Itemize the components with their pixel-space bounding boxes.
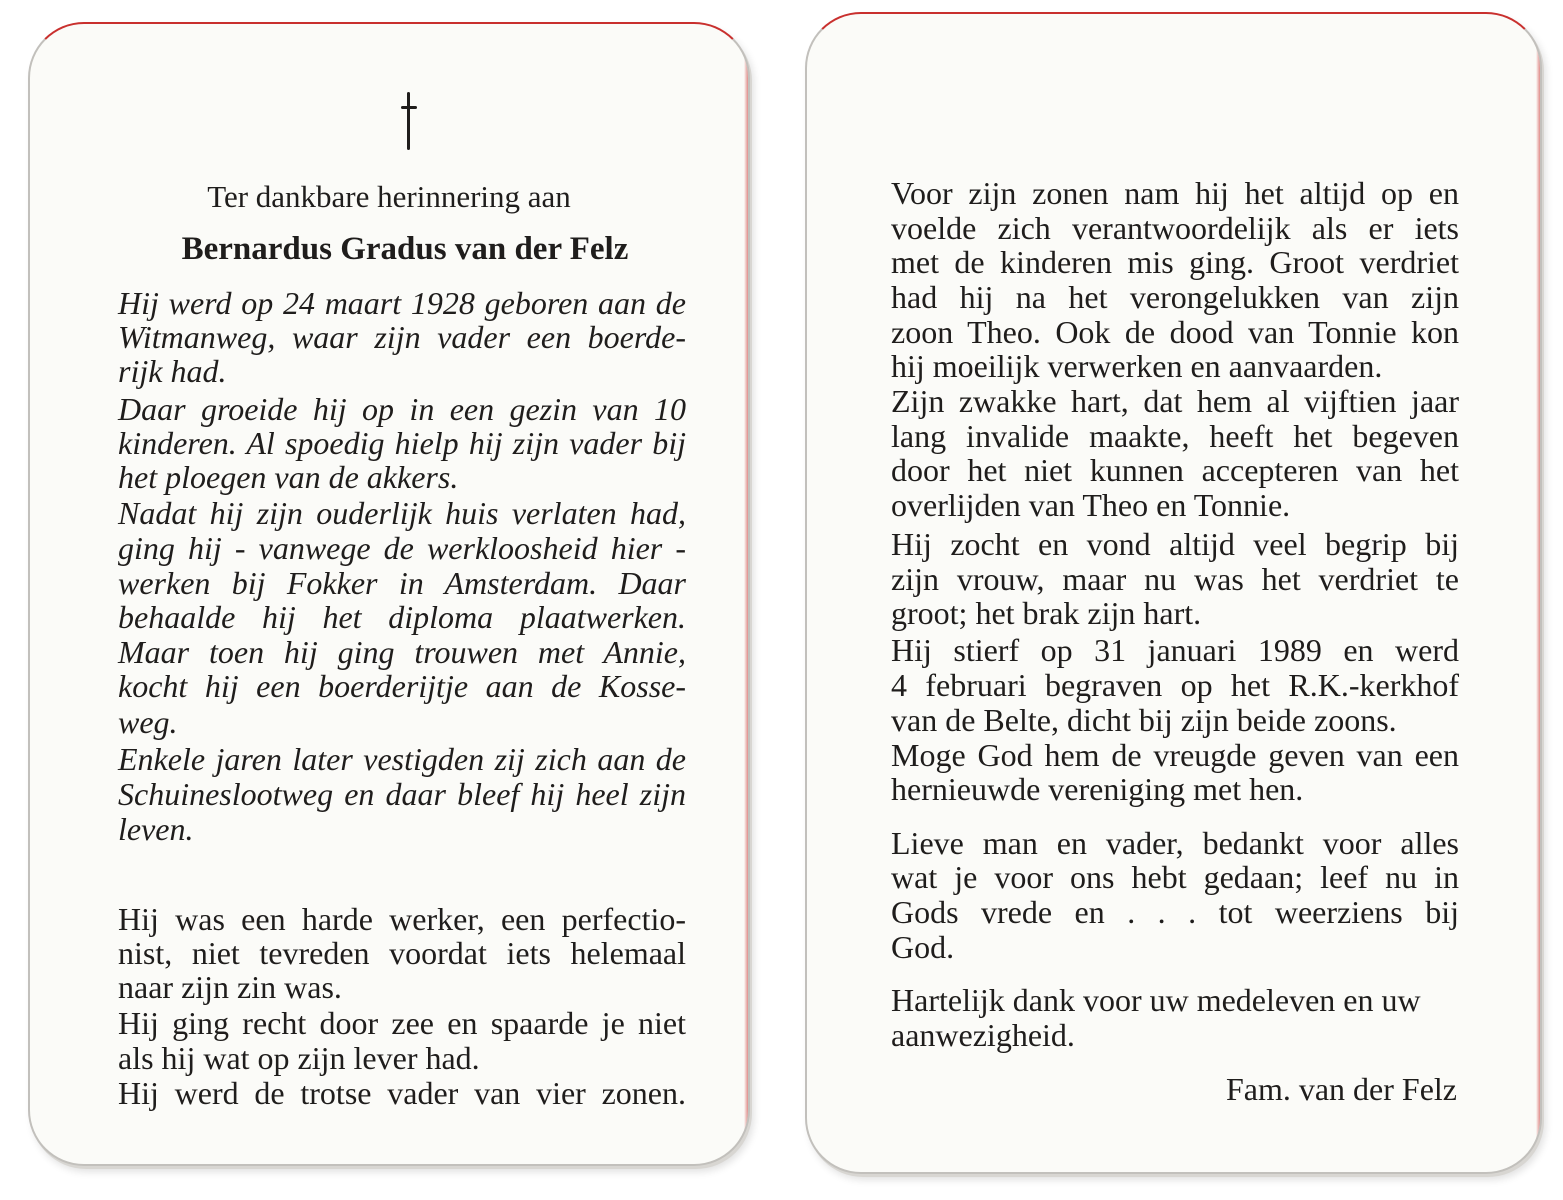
bio-line: Witmanweg, waar zijn vader een boerde-	[118, 319, 686, 355]
bio-line: Schuineslootweg en daar bleef hij heel zijn	[118, 776, 686, 812]
character-line: Hij was een harde werker, een perfectio-	[118, 901, 686, 937]
memorial-card-front	[28, 22, 750, 1166]
bio-line: Nadat hij zijn ouderlijk huis verlaten had,	[118, 495, 686, 531]
cross-icon	[401, 92, 417, 150]
thanks-line: aanwezigheid.	[891, 1017, 1075, 1053]
text-line: hernieuwde vereniging met hen.	[891, 771, 1304, 807]
character-line: als hij wat op zijn lever had.	[118, 1040, 480, 1076]
text-line: van de Belte, dicht bij zijn beide zoons.	[891, 702, 1397, 738]
text-line: hij moeilijk verwerken en aanvaarden.	[891, 348, 1383, 384]
text-line: Hij zocht en vond altijd veel begrip bij	[891, 526, 1459, 562]
farewell-line: Lieve man en vader, bedankt voor alles	[891, 825, 1459, 861]
deceased-name: Bernardus Gradus van der Felz	[181, 231, 629, 267]
bio-line: Maar toen hij ging trouwen met Annie,	[118, 634, 686, 670]
text-line: Voor zijn zonen nam hij het altijd op en	[891, 175, 1459, 211]
text-line: Zijn zwakke hart, dat hem al vijftien jaar	[891, 383, 1459, 419]
bio-line: werken bij Fokker in Amsterdam. Daar	[118, 565, 686, 601]
bio-line: weg.	[118, 704, 178, 740]
character-line: Hij ging recht door zee en spaarde je niet	[118, 1005, 686, 1041]
character-line: naar zijn zin was.	[118, 969, 342, 1005]
text-line: lang invalide maakte, heeft het begeven	[891, 418, 1459, 454]
bio-line: kinderen. Al spoedig hielp hij zijn vader bij	[118, 425, 686, 461]
memorial-card-back	[805, 12, 1542, 1174]
farewell-line: God.	[891, 929, 955, 965]
text-line: Moge God hem de vreugde geven van een	[891, 737, 1459, 773]
bio-line: rijk had.	[118, 353, 227, 389]
bio-line: ging hij - vanwege de werkloosheid hier -	[118, 530, 686, 566]
text-line: met de kinderen mis ging. Groot verdriet	[891, 244, 1459, 280]
farewell-line: Gods vrede en . . . tot weerziens bij	[891, 894, 1459, 930]
farewell-line: wat je voor ons hebt gedaan; leef nu in	[891, 859, 1459, 895]
bio-line: Daar groeide hij op in een gezin van 10	[118, 391, 686, 427]
bio-line: behaalde hij het diploma plaatwerken.	[118, 599, 686, 635]
bio-line: kocht hij een boerderijtje aan de Kosse-	[118, 668, 686, 704]
bio-line: Hij werd op 24 maart 1928 geboren aan de	[118, 285, 686, 321]
bio-line: het ploegen van de akkers.	[118, 459, 459, 495]
character-line: nist, niet tevreden voordat iets helemaal	[118, 935, 686, 971]
character-line: Hij werd de trotse vader van vier zonen.	[118, 1075, 686, 1111]
text-line: zijn vrouw, maar nu was het verdriet te	[891, 561, 1459, 597]
text-line: door het niet kunnen accepteren van het	[891, 452, 1459, 488]
text-line: overlijden van Theo en Tonnie.	[891, 487, 1291, 523]
thanks-line: Hartelijk dank voor uw medeleven en uw	[891, 982, 1421, 1018]
text-line: voelde zich verantwoordelijk als er iets	[891, 210, 1459, 246]
bio-line: Enkele jaren later vestigden zij zich aan de	[118, 741, 686, 777]
text-line: zoon Theo. Ook de dood van Tonnie kon	[891, 314, 1459, 350]
intro-text: Ter dankbare herinnering aan	[207, 179, 571, 214]
text-line: 4 februari begraven op het R.K.-kerkhof	[891, 667, 1459, 703]
text-line: had hij na het verongelukken van zijn	[891, 279, 1459, 315]
bio-line: leven.	[118, 811, 194, 847]
text-line: groot; het brak zijn hart.	[891, 595, 1202, 631]
signature: Fam. van der Felz	[1225, 1071, 1457, 1107]
text-line: Hij stierf op 31 januari 1989 en werd	[891, 632, 1459, 668]
